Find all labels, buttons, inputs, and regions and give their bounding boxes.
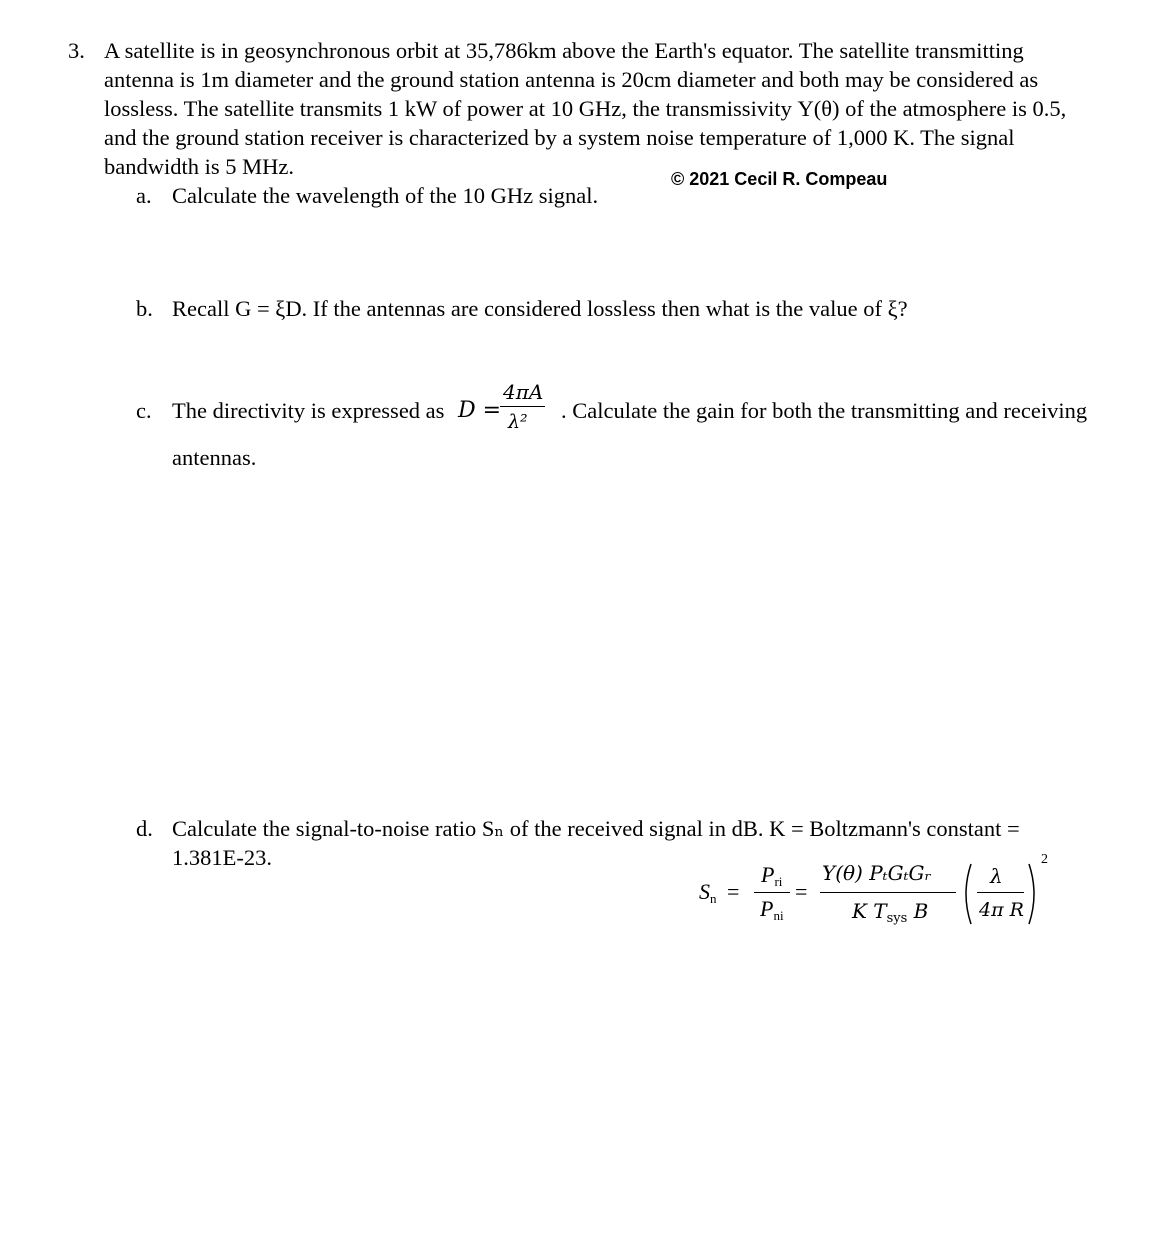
problem-number: 3.: [68, 38, 85, 63]
part-b-marker: b.: [136, 296, 153, 321]
snr-received-power: $P_{ri}$: [761, 862, 783, 889]
snr-wavelength: λ: [990, 864, 1003, 888]
directivity-fraction-bar: [500, 406, 545, 407]
copyright-notice: © 2021 Cecil R. Compeau: [671, 169, 888, 189]
part-c-question-start: The directivity is expressed as: [172, 398, 445, 423]
problem-line-4: and the ground station receiver is characterized by a system noise temperature of 1,000 K. The signal: [104, 125, 1015, 150]
snr-path-denominator: 4π R: [979, 899, 1024, 921]
snr-lhs: $S_n$: [699, 879, 717, 906]
snr-fraction-bar-3: [977, 892, 1024, 893]
part-a-marker: a.: [136, 183, 152, 208]
snr-link-budget-denominator: K $T_{sys}$ B: [852, 899, 929, 926]
snr-equals-1: =: [727, 879, 740, 904]
snr-fraction-bar-2: [820, 892, 956, 893]
part-d-question-line-2: 1.381E-23.: [172, 845, 272, 870]
snr-fraction-bar-1: [754, 892, 790, 893]
snr-equals-2: =: [795, 879, 808, 904]
problem-line-3: lossless. The satellite transmits 1 kW of power at 10 GHz, the transmissivity Υ(θ) of the atmosphere is 0.5,: [104, 96, 1067, 121]
directivity-numerator: 4πA: [503, 380, 544, 404]
problem-line-5: bandwidth is 5 MHz.: [104, 154, 294, 179]
snr-left-paren: [959, 862, 975, 926]
directivity-denominator: λ²: [508, 411, 528, 433]
part-c-question-continued: antennas.: [172, 445, 257, 470]
directivity-lhs: D =: [458, 398, 502, 423]
part-a-question: Calculate the wavelength of the 10 GHz signal.: [172, 183, 599, 208]
part-d-marker: d.: [136, 816, 153, 841]
snr-link-budget-numerator: Υ(θ) PₜGₜGᵣ: [822, 861, 932, 885]
problem-line-2: antenna is 1m diameter and the ground station antenna is 20cm diameter and both may be considered as: [104, 67, 1039, 92]
problem-line-1: A satellite is in geosynchronous orbit at 35,786km above the Earth's equator. The satellite transmitting: [104, 38, 1024, 63]
snr-right-paren: [1025, 862, 1041, 926]
snr-noise-power: $P_{ni}$: [760, 896, 784, 923]
part-b-question: Recall G = ξD. If the antennas are considered lossless then what is the value of ξ?: [172, 296, 908, 321]
part-d-question-line-1: Calculate the signal-to-noise ratio Sₙ of the received signal in dB. K = Boltzmann's constant =: [172, 816, 1020, 841]
part-c-marker: c.: [136, 398, 152, 423]
part-c-question-end: . Calculate the gain for both the transmitting and receiving: [561, 398, 1088, 423]
snr-exponent: 2: [1041, 852, 1048, 867]
